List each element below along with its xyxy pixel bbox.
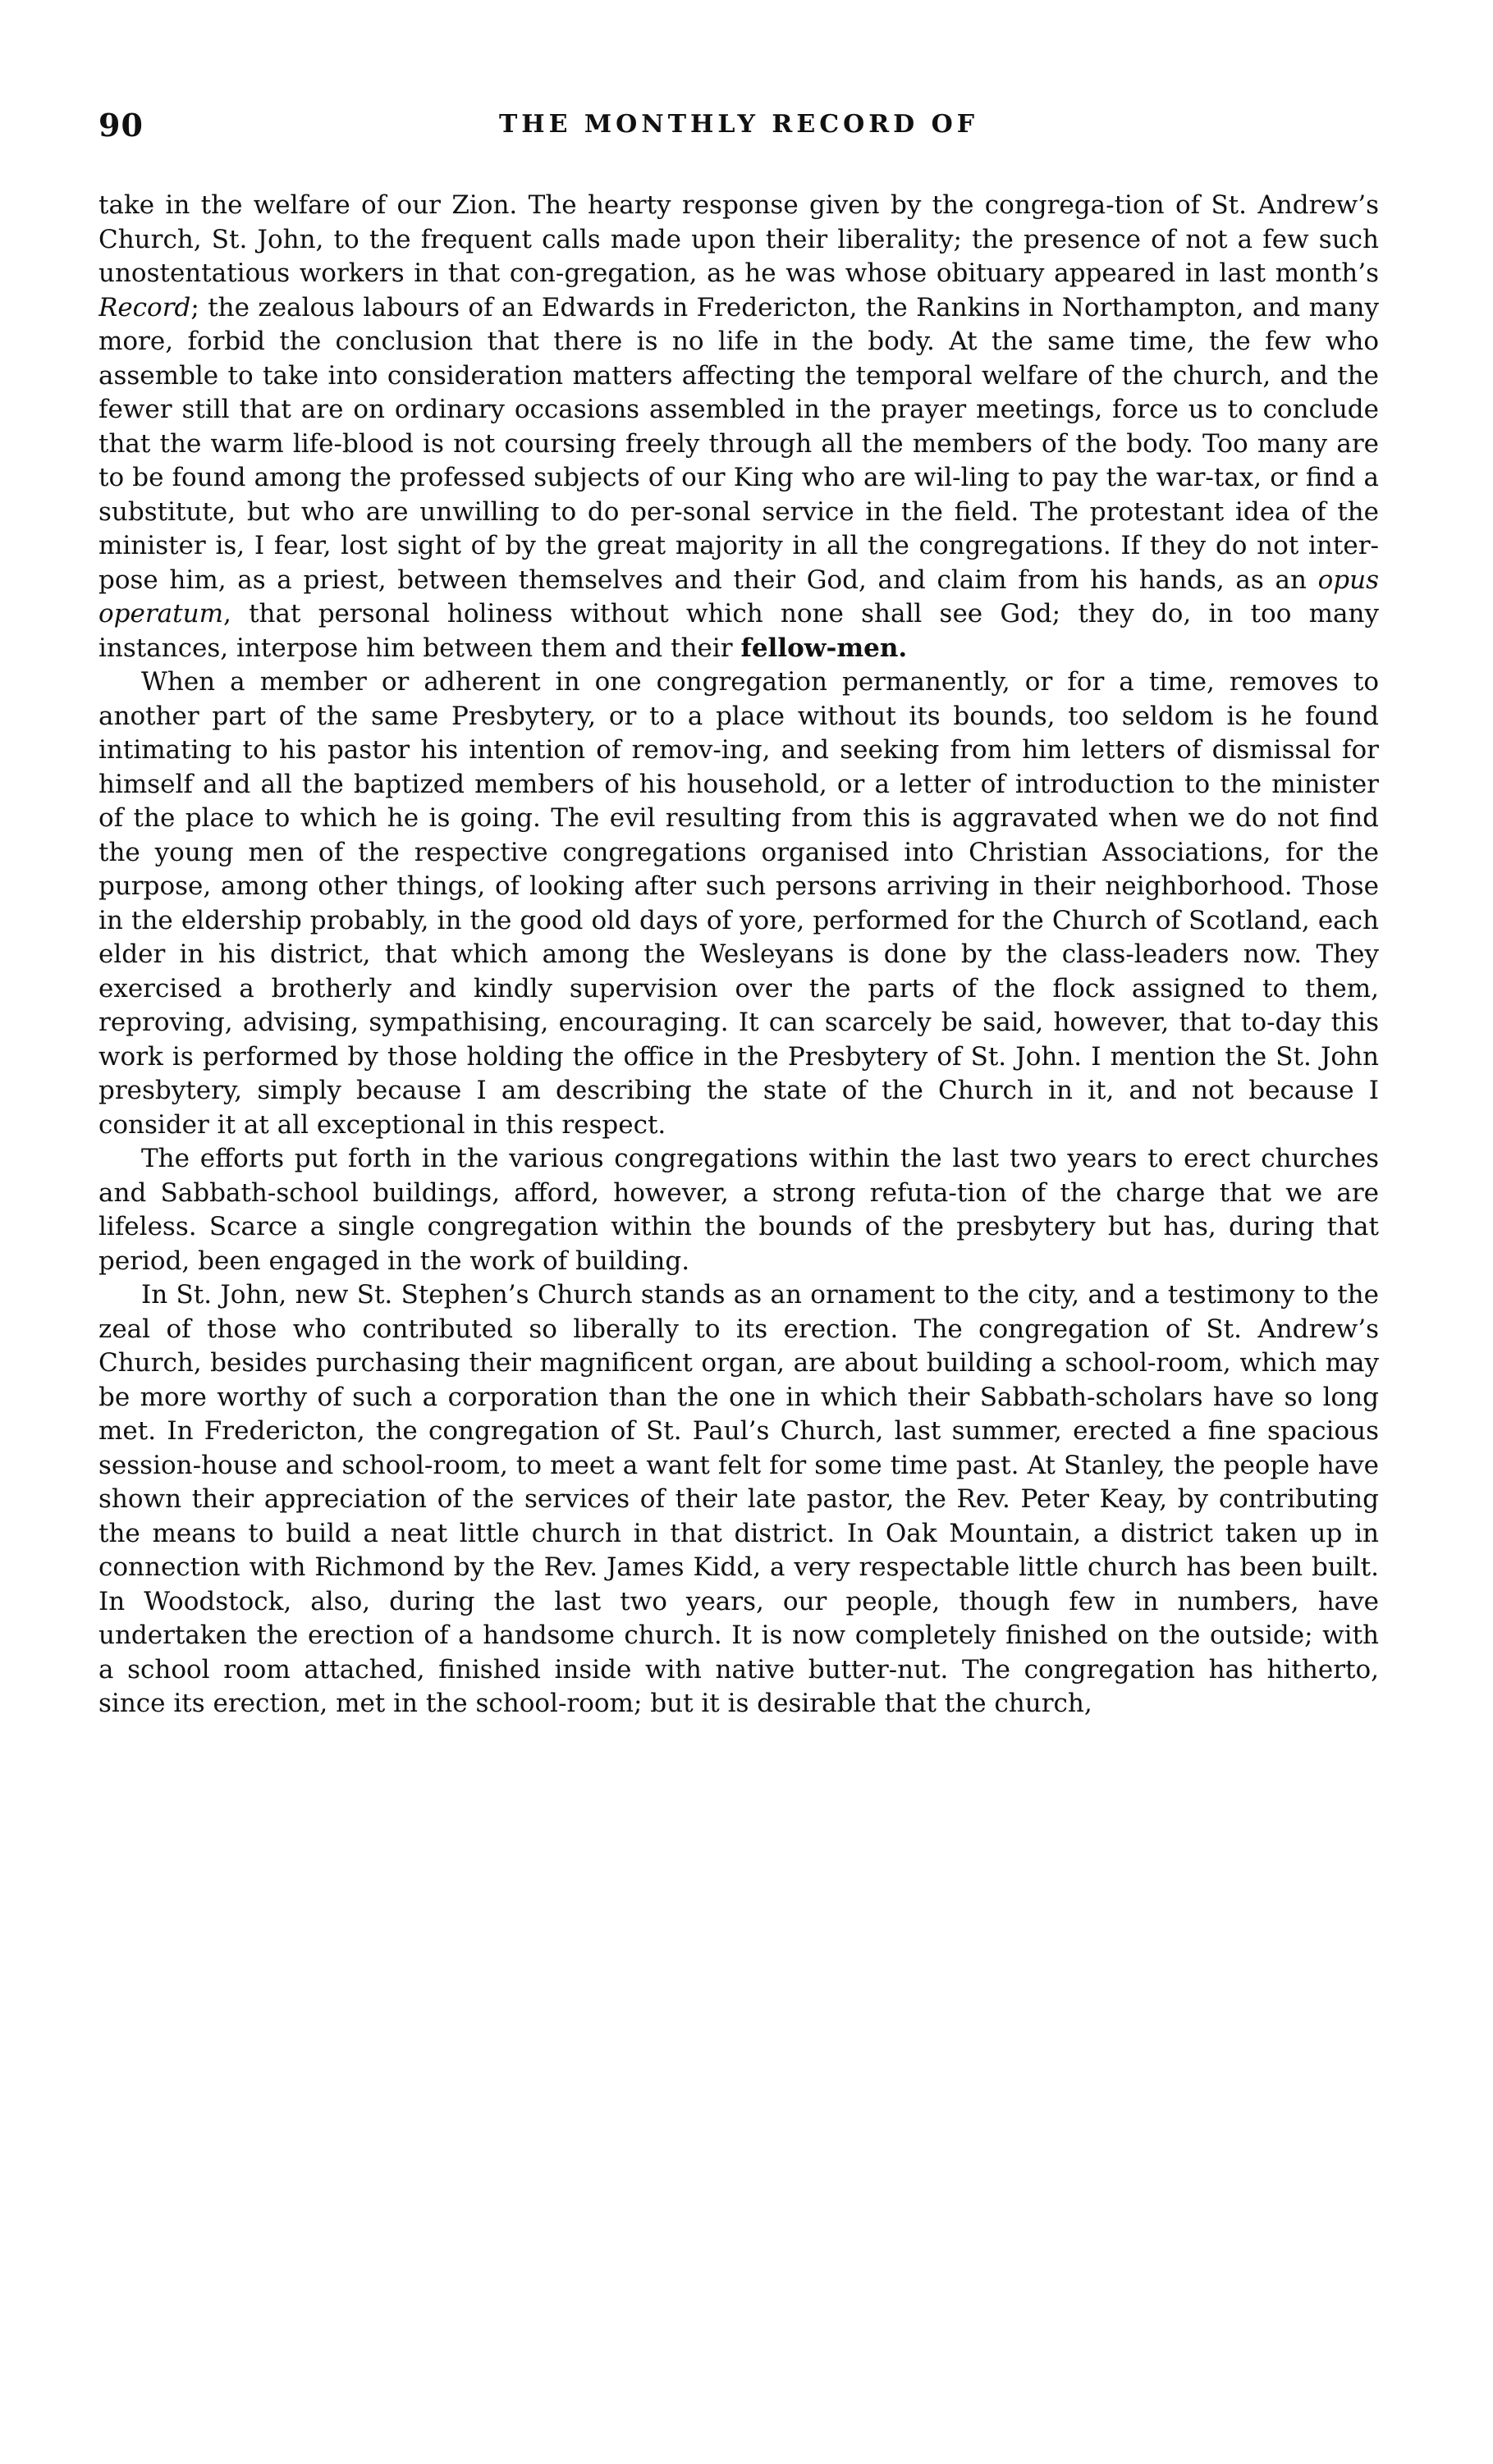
text-run: The efforts put forth in the various congregations within the last two years to erect churches and Sabbath-school buildings, afford, however, a strong refuta-tion of the charge that we are lifeless. Scarce a single congregation within the bounds of the presbytery but has, during that period, been engaged in the work of building. (98, 1144, 1379, 1276)
page-number: 90 (98, 107, 144, 144)
paragraph-1 (98, 189, 1379, 665)
italic-phrase: opus operatum (98, 565, 1379, 629)
article-body (98, 189, 1379, 1721)
text-run: In St. John, new St. Stephen’s Church stands as an ornament to the city, and a testimony to the zeal of those who contributed so liberally to its erection. The congregation of St. Andrew’s Church, besides purchasing their magnificent organ, are about building a school-room, which may be more worthy of such a corporation than the one in which their Sabbath-scholars have so long met. In Fredericton, the congregation of St. Paul’s Church, last summer, erected a fine spacious session-house and school-room, to meet a want felt for some time past. At Stanley, the people have shown their appreciation of the services of their late pastor, the Rev. Peter Keay, by contributing the means to build a neat little church in that district. In Oak Mountain, a district taken up in connection with Richmond by the Rev. James Kidd, a very respectable little church has been built. In Woodstock, also, during the last two years, our people, though few in numbers, have undertaken the erection of a handsome church. It is now completely finished on the outside; with a school room attached, finished inside with native butter-nut. The congregation has hitherto, since its erection, met in the school-room; but it is desirable that the church, (98, 1280, 1379, 1718)
bold-phrase: fellow-men. (740, 633, 908, 663)
text-run: ; the zealous labours of an Edwards in Fredericton, the Rankins in Northampton, and many more, forbid the conclusion that there is no life in the body. At the same time, the few who assemble to take into consideration matters affecting the temporal welfare of the church, and the fewer still that are on ordinary occasions assembled in the prayer meetings, force us to conclude that the warm life-blood is not coursing freely through all the members of the body. Too many are to be found among the professed subjects of our King who are wil-ling to pay the war-tax, or find a substitute, but who are unwilling to do per-sonal service in the field. The protestant idea of the minister is, I fear, lost sight of by the great majority in all the congregations. If they do not inter-pose him, as a priest, between themselves and their God, and claim from his hands, as an (98, 292, 1379, 595)
paragraph-4 (98, 1278, 1379, 1721)
paragraph-3 (98, 1142, 1379, 1278)
text-run: When a member or adherent in one congregation permanently, or for a time, removes to another part of the same Presbytery, or to a place without its bounds, too seldom is he found intimating to his pastor his intention of remov-ing, and seeking from him letters of dismissal for himself and all the baptized members of his household, or a letter of introduction to the minister of the place to which he is going. The evil resulting from this is aggravated when we do not find the young men of the respective congregations organised into Christian Associations, for the purpose, among other things, of looking after such persons arriving in their neighborhood. Those in the eldership probably, in the good old days of yore, performed for the Church of Scotland, each elder in his district, that which among the Wesleyans is done by the class-leaders now. They exercised a brotherly and kindly supervision over the parts of the flock assigned to them, reproving, advising, sympathising, encouraging. It can scarcely be said, however, that to-day this work is performed by those holding the office in the Presbytery of St. John. I mention the St. John presbytery, simply because I am describing the state of the Church in it, and not because I consider it at all exceptional in this respect. (98, 667, 1379, 1140)
italic-phrase: Record (98, 292, 191, 322)
text-run: take in the welfare of our Zion. The hearty response given by the congrega-tion of St. Andrew’s Church, St. John, to the frequent calls made upon their liberality; the presence of not a few such unostentatious workers in that con-gregation, as he was whose obituary appeared in last month’s (98, 190, 1379, 288)
text-run: , that personal holiness without which none shall see God; they do, in too many instances, interpose him between them and their (98, 599, 1379, 663)
running-head (98, 107, 1379, 164)
page (98, 107, 1379, 2437)
running-title: THE MONTHLY RECORD OF (498, 110, 979, 139)
paragraph-2 (98, 665, 1379, 1142)
